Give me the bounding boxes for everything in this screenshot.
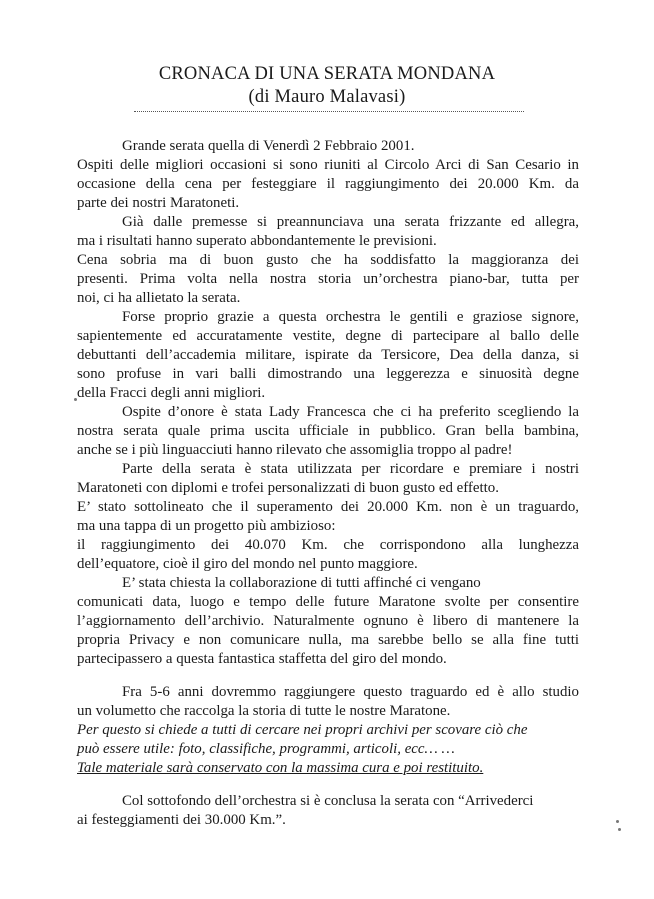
text-line: l’aggiornamento dell’archivio. Naturalmente ognuno è libero di mantenere la xyxy=(77,613,579,629)
text-line: E’ stato sottolineato che il superamento dei 20.000 Km. non è un traguardo, xyxy=(77,499,579,515)
text-line: nostra serata quale prima uscita ufficiale in pubblico. Gran bella bambina, xyxy=(77,423,579,439)
text-line: un volumetto che raccolga la storia di tutte le nostre Maratone. xyxy=(77,703,451,719)
scan-speck xyxy=(74,398,77,401)
text-line: debuttanti dell’accademia militare, ispirate da Tersicore, Dea della danza, si xyxy=(77,347,579,363)
document-author: (di Mauro Malavasi) xyxy=(248,87,406,107)
scan-speck xyxy=(616,820,619,823)
text-line: ma una tappa di un progetto più ambizioso: xyxy=(77,518,336,534)
text-line: il raggiungimento dei 40.070 Km. che corrispondono alla lunghezza xyxy=(77,537,579,553)
text-line: Col sottofondo dell’orchestra si è conclusa la serata con “Arrivederci xyxy=(122,793,534,809)
title-divider xyxy=(134,111,524,112)
text-line: occasione della cena per festeggiare il raggiungimento dei 20.000 Km. da xyxy=(77,176,579,192)
text-line: Grande serata quella di Venerdì 2 Febbraio 2001. xyxy=(122,138,415,154)
text-line: Fra 5-6 anni dovremmo raggiungere questo traguardo ed è allo studio xyxy=(122,684,579,700)
text-line: ma i risultati hanno superato abbondantemente le previsioni. xyxy=(77,233,437,249)
text-line-italic: Per questo si chiede a tutti di cercare nei propri archivi per scovare ciò che xyxy=(77,722,528,738)
text-line: Ospiti delle migliori occasioni si sono riuniti al Circolo Arci di San Cesario in xyxy=(77,157,579,173)
text-line: propria Privacy e non comunicare nulla, ma sarebbe bello se alla fine tutti xyxy=(77,632,579,648)
text-line: Cena sobria ma di buon gusto che ha soddisfatto la maggioranza dei xyxy=(77,252,579,268)
text-line: ai festeggiamenti dei 30.000 Km.”. xyxy=(77,812,286,828)
text-line: E’ stata chiesta la collaborazione di tutti affinché ci vengano xyxy=(122,575,481,591)
text-line: noi, ci ha allietato la serata. xyxy=(77,290,241,306)
scan-speck xyxy=(618,828,621,831)
text-line-italic-underlined: Tale materiale sarà conservato con la massima cura e poi restituito. xyxy=(77,760,484,776)
text-line: comunicati data, luogo e tempo delle future Maratone svolte per consentire xyxy=(77,594,579,610)
text-line: Ospite d’onore è stata Lady Francesca che ci ha preferito scegliendo la xyxy=(122,404,579,420)
text-line: dell’equatore, cioè il giro del mondo nel punto maggiore. xyxy=(77,556,418,572)
text-line: sono profuse in vari balli dimostrando una leggerezza e sinuosità degne xyxy=(77,366,579,382)
text-line: Già dalle premesse si preannunciava una serata frizzante ed allegra, xyxy=(122,214,579,230)
document-title: CRONACA DI UNA SERATA MONDANA xyxy=(158,64,496,84)
text-line: Parte della serata è stata utilizzata per ricordare e premiare i nostri xyxy=(122,461,579,477)
text-line: parte dei nostri Maratoneti. xyxy=(77,195,240,211)
text-line: sapientemente ed accuratamente vestite, degne di partecipare al ballo delle xyxy=(77,328,579,344)
text-line: Maratoneti con diplomi e trofei personalizzati di buon gusto ed effetto. xyxy=(77,480,499,496)
text-line: partecipassero a questa fantastica staffetta del giro del mondo. xyxy=(77,651,447,667)
text-line: anche se i più linguacciuti hanno rilevato che assomiglia troppo al padre! xyxy=(77,442,513,458)
text-line: presenti. Prima volta nella nostra storia un’orchestra piano-bar, tutta per xyxy=(77,271,579,287)
text-line: Forse proprio grazie a questa orchestra le gentili e graziose signore, xyxy=(122,309,579,325)
text-line: della Fracci degli anni migliori. xyxy=(77,385,266,401)
text-line-italic: può essere utile: foto, classifiche, programmi, articoli, ecc… … xyxy=(77,741,455,757)
